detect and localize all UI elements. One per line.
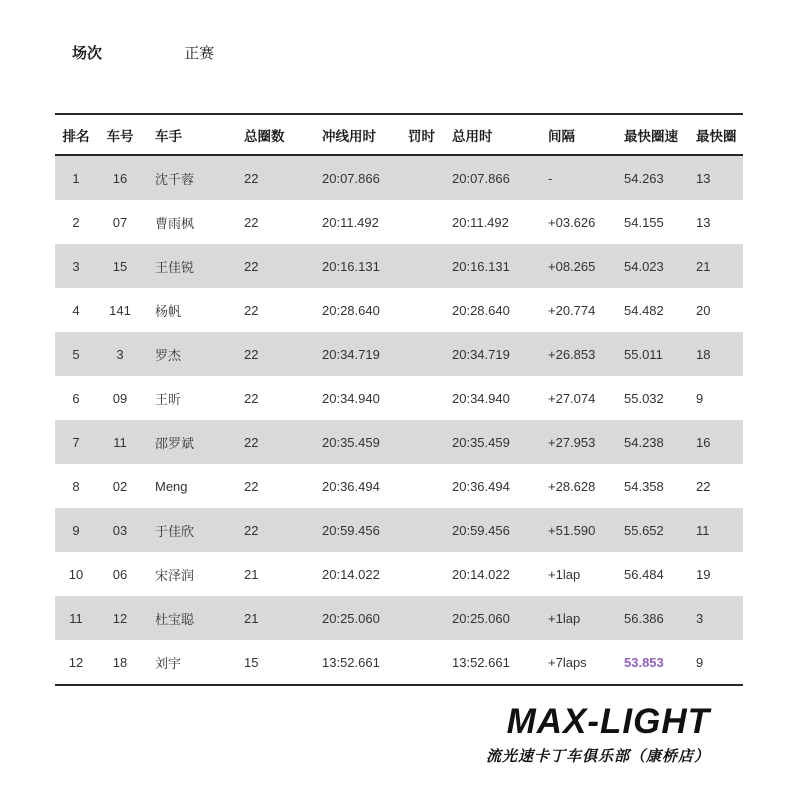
cell-rank: 4	[72, 302, 80, 318]
cell-car: 06	[112, 566, 128, 582]
cell-fastest: 56.386	[624, 610, 664, 626]
table-row	[55, 288, 743, 332]
table-row	[55, 156, 743, 200]
cell-car: 09	[112, 390, 128, 406]
brand-logo-text: MAX-LIGHT	[506, 702, 710, 741]
cell-finish: 13:52.661	[322, 654, 380, 670]
cell-car: 02	[112, 478, 128, 494]
cell-driver: 杨帆	[155, 303, 182, 319]
cell-rank: 6	[72, 390, 80, 406]
cell-driver: 曹雨枫	[155, 215, 195, 231]
cell-finish: 20:07.866	[322, 170, 380, 186]
cell-laps: 21	[244, 566, 259, 582]
footer-brand-block	[486, 704, 710, 766]
cell-fastest: 54.358	[624, 478, 664, 494]
cell-finish: 20:28.640	[322, 302, 380, 318]
cell-total: 20:59.456	[452, 522, 510, 538]
cell-total: 20:36.494	[452, 478, 510, 494]
table-row	[55, 420, 743, 464]
cell-gap: +20.774	[548, 302, 596, 318]
cell-rank: 1	[72, 170, 80, 186]
cell-fastest_lap: 9	[696, 390, 704, 406]
cell-laps: 22	[244, 258, 259, 274]
column-header-driver: 车手	[155, 128, 182, 144]
cell-fastest: 55.011	[624, 346, 663, 362]
cell-gap: +1lap	[548, 610, 581, 626]
cell-total: 20:25.060	[452, 610, 510, 626]
cell-driver: 罗杰	[155, 347, 182, 363]
cell-finish: 20:34.719	[322, 346, 380, 362]
cell-total: 20:28.640	[452, 302, 510, 318]
cell-laps: 21	[244, 610, 259, 626]
session-value: 正赛	[184, 45, 215, 62]
column-header-finish: 冲线用时	[322, 128, 376, 144]
column-header-car: 车号	[106, 128, 134, 144]
cell-finish: 20:11.492	[322, 214, 379, 230]
cell-driver: 王昕	[155, 391, 182, 407]
column-header-penalty: 罚时	[408, 128, 435, 144]
cell-car: 15	[112, 258, 128, 274]
cell-driver: 刘宇	[155, 655, 182, 671]
column-header-total: 总用时	[452, 128, 493, 144]
cell-driver: 沈千蓉	[155, 171, 195, 187]
cell-driver: 于佳欣	[155, 523, 195, 539]
cell-laps: 15	[244, 654, 259, 670]
cell-fastest_lap: 13	[696, 170, 711, 186]
cell-finish: 20:25.060	[322, 610, 380, 626]
cell-fastest: 54.263	[624, 170, 664, 186]
cell-laps: 22	[244, 434, 259, 450]
cell-fastest_lap: 16	[696, 434, 711, 450]
cell-gap: -	[548, 170, 553, 186]
column-header-fastest_lap: 最快圈	[696, 128, 737, 144]
session-label: 场次	[72, 45, 103, 62]
cell-laps: 22	[244, 302, 259, 318]
cell-fastest_lap: 22	[696, 478, 711, 494]
cell-fastest_lap: 11	[696, 522, 710, 538]
cell-rank: 7	[72, 434, 80, 450]
cell-fastest_lap: 18	[696, 346, 711, 362]
table-row	[55, 376, 743, 420]
cell-car: 18	[112, 654, 128, 670]
cell-gap: +03.626	[548, 214, 596, 230]
cell-rank: 5	[72, 346, 80, 362]
cell-total: 20:14.022	[452, 566, 510, 582]
cell-finish: 20:36.494	[322, 478, 380, 494]
brand-subtitle: 流光速卡丁车俱乐部（康桥店）	[485, 747, 710, 765]
cell-gap: +7laps	[548, 654, 587, 670]
cell-gap: +51.590	[548, 522, 596, 538]
cell-fastest: 53.853	[624, 654, 664, 670]
cell-car: 141	[109, 302, 131, 318]
cell-total: 20:11.492	[452, 214, 509, 230]
table-row	[55, 200, 743, 244]
cell-gap: +28.628	[548, 478, 596, 494]
cell-rank: 2	[72, 214, 80, 230]
cell-laps: 22	[244, 346, 259, 362]
cell-car: 11	[113, 434, 127, 450]
cell-driver: 宋泽润	[155, 567, 195, 583]
cell-total: 20:07.866	[452, 170, 510, 186]
cell-rank: 8	[72, 478, 80, 494]
cell-rank: 11	[69, 610, 83, 626]
cell-gap: +1lap	[548, 566, 581, 582]
table-row	[55, 596, 743, 640]
cell-laps: 22	[244, 522, 259, 538]
cell-gap: +26.853	[548, 346, 596, 362]
table-header-row	[55, 113, 743, 156]
cell-rank: 3	[72, 258, 80, 274]
cell-car: 3	[116, 346, 124, 362]
cell-fastest_lap: 20	[696, 302, 711, 318]
cell-finish: 20:35.459	[322, 434, 380, 450]
cell-gap: +08.265	[548, 258, 596, 274]
results-table	[55, 113, 743, 686]
table-row	[55, 332, 743, 376]
cell-fastest: 54.023	[624, 258, 664, 274]
cell-fastest: 54.238	[624, 434, 664, 450]
cell-driver: 杜宝聪	[155, 611, 195, 627]
cell-finish: 20:14.022	[322, 566, 380, 582]
table-row	[55, 464, 743, 508]
cell-fastest_lap: 13	[696, 214, 711, 230]
cell-fastest_lap: 21	[696, 258, 711, 274]
cell-fastest_lap: 9	[696, 654, 704, 670]
table-row	[55, 244, 743, 288]
cell-gap: +27.074	[548, 390, 596, 406]
cell-driver: 邵罗斌	[155, 435, 195, 451]
cell-rank: 9	[72, 522, 80, 538]
cell-fastest: 56.484	[624, 566, 664, 582]
cell-total: 20:34.719	[452, 346, 510, 362]
column-header-fastest: 最快圈速	[624, 128, 678, 144]
cell-fastest_lap: 19	[696, 566, 711, 582]
cell-laps: 22	[244, 214, 259, 230]
cell-car: 12	[112, 610, 128, 626]
cell-gap: +27.953	[548, 434, 596, 450]
cell-driver: Meng	[155, 478, 188, 494]
cell-car: 07	[112, 214, 128, 230]
cell-finish: 20:59.456	[322, 522, 380, 538]
table-row	[55, 552, 743, 596]
column-header-rank: 排名	[62, 128, 90, 144]
cell-total: 20:34.940	[452, 390, 510, 406]
table-row	[55, 508, 743, 552]
cell-car: 16	[112, 170, 128, 186]
cell-total: 13:52.661	[452, 654, 510, 670]
cell-total: 20:16.131	[452, 258, 510, 274]
cell-laps: 22	[244, 170, 259, 186]
cell-laps: 22	[244, 390, 259, 406]
cell-car: 03	[112, 522, 128, 538]
cell-driver: 王佳锐	[155, 259, 195, 275]
cell-laps: 22	[244, 478, 259, 494]
cell-fastest: 54.155	[624, 214, 664, 230]
cell-total: 20:35.459	[452, 434, 510, 450]
table-row	[55, 640, 743, 684]
cell-fastest_lap: 3	[696, 610, 704, 626]
column-header-gap: 间隔	[548, 128, 575, 144]
cell-fastest: 55.652	[624, 522, 664, 538]
cell-rank: 10	[68, 566, 84, 582]
cell-fastest: 55.032	[624, 390, 664, 406]
cell-rank: 12	[68, 654, 84, 670]
cell-fastest: 54.482	[624, 302, 664, 318]
column-header-laps: 总圈数	[244, 128, 285, 144]
table-body	[55, 156, 743, 686]
cell-finish: 20:16.131	[322, 258, 380, 274]
cell-finish: 20:34.940	[322, 390, 380, 406]
session-row	[72, 42, 214, 63]
